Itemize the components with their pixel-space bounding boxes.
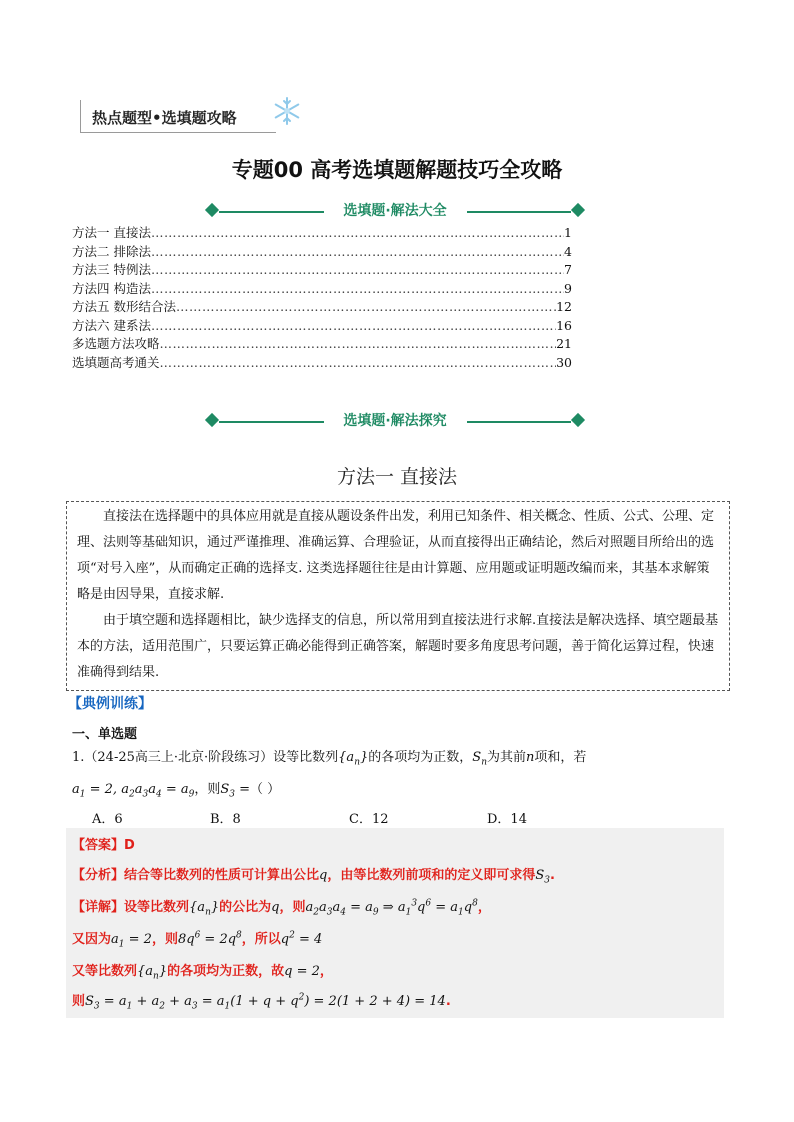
detail-line-4: 则$S_3 = a_1 + a_2 + a_3 = a_1(1 + q + q^2) = 2(1 + 2 + 4) = 14$. — [72, 992, 451, 1012]
page-title: 专题00 高考选填题解题技巧全攻略 — [231, 158, 563, 182]
option-a[interactable]: A．6 — [92, 812, 123, 827]
banner-title: 选填题·解法大全 — [343, 203, 447, 219]
snowflake-icon — [272, 96, 302, 126]
detail-line-3: 又等比数列$\{a_n\}$的各项均为正数，故q = 2， — [72, 964, 333, 982]
toc-item[interactable]: 方法三 特例法 …………………………………………………………………………………………………………………………………………………… 7 — [72, 261, 572, 280]
toc-item[interactable]: 方法六 建系法 …………………………………………………………………………………………………………………………………………………… 16 — [72, 317, 572, 336]
section-banner-explore — [205, 410, 585, 434]
example-header: 【典例训练】 — [68, 696, 152, 712]
intro-paragraph: 由于填空题和选择题相比，缺少选择支的信息，所以常用到直接法进行求解.直接法是解决选择、填空题最基本的方法，适用范围广，只要运算正确必能得到正确答案，解题时要多角度思考问题，善于简化运算过程，快速准确得到结果. — [77, 613, 719, 680]
option-b[interactable]: B．8 — [210, 812, 241, 827]
toc-item[interactable]: 方法一 直接法 …………………………………………………………………………………………………………………………………………………… 1 — [72, 224, 572, 243]
section-banner-methods — [205, 200, 585, 224]
banner-title: 选填题·解法探究 — [343, 413, 447, 429]
toc-item[interactable]: 方法四 构造法 …………………………………………………………………………………………………………………………………………………… 9 — [72, 280, 572, 299]
toc-item[interactable]: 选填题高考通关 …………………………………………………………………………………………………………………………………………………… 30 — [72, 354, 572, 373]
toc-item[interactable]: 方法五 数形结合法 …………………………………………………………………………………………………………………………………………………… 12 — [72, 298, 572, 317]
intro-paragraph: 直接法在选择题中的具体应用就是直接从题设条件出发，利用已知条件、相关概念、性质、公式、公理、定理、法则等基础知识，通过严谨推理、准确运算、合理验证，从而直接得出正确结论，然后对照题目所给出的选项“对号入座”，从而确定正确的选择支. 这类选择题往往是由计算题、应用题或证明题改编而来，其基本求解策略是由因导果，直接求解. — [77, 509, 715, 602]
intro-box — [66, 501, 730, 691]
method-title: 方法一 直接法 — [336, 466, 458, 488]
detail-line-2: 又因为$a_1 = 2$，则$8q^6 = 2q^8$，所以$q^2 = 4$ — [72, 930, 323, 950]
table-of-contents — [72, 224, 572, 372]
question-condition: $a_1 = 2$, $a_2a_3a_4 = a_9$，则$S_3$ =（ ） — [72, 782, 281, 800]
analysis-line: 【分析】结合等比数列的性质可计算出公比q，由等比数列前项和的定义即可求得$S_3$. — [72, 868, 555, 886]
answer-label: 【答案】D — [72, 838, 135, 853]
header-tag: 热点题型•选填题攻略 — [92, 109, 237, 127]
toc-item[interactable]: 方法二 排除法 …………………………………………………………………………………………………………………………………………………… 4 — [72, 243, 572, 262]
header-divider-horizontal — [80, 132, 276, 133]
header-divider-vertical — [80, 100, 81, 132]
question-text: 1.（24-25高三上·北京·阶段练习）设等比数列$\{a_n\}$的各项均为正数，$S_n$为其前n项和，若 — [72, 750, 587, 768]
toc-item[interactable]: 多选题方法攻略 …………………………………………………………………………………………………………………………………………………… 21 — [72, 335, 572, 354]
option-c[interactable]: C．12 — [349, 812, 389, 827]
section-heading: 一、单选题 — [72, 727, 138, 742]
option-d[interactable]: D．14 — [487, 812, 527, 827]
detail-line-1: 【详解】设等比数列$\{a_n\}$的公比为q，则$a_2a_3a_4 = a_9$ ⇒ $a_1^3q^6 = a_1q^8$， — [72, 898, 491, 918]
